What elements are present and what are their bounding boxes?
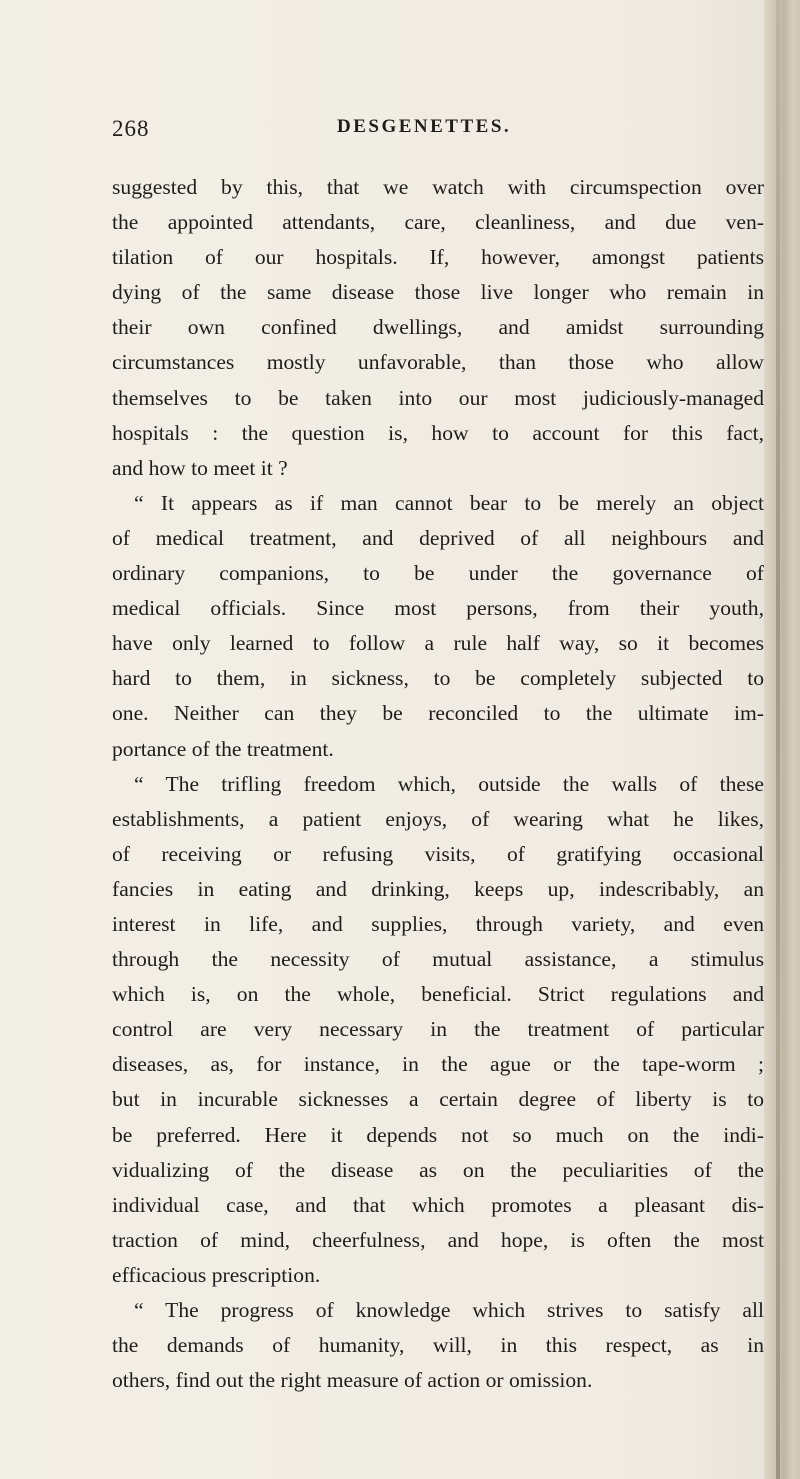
running-head: DESGENETTES. bbox=[337, 116, 512, 137]
text-line: tilation of our hospitals. If, however, amongst patients bbox=[112, 245, 764, 270]
text-line: of receiving or refusing visits, of gratifying occasional bbox=[112, 841, 764, 866]
page-number: 268 bbox=[112, 116, 150, 141]
text-line: be preferred. Here it depends not so much on the indi- bbox=[112, 1122, 764, 1147]
text-line: themselves to be taken into our most judiciously-managed bbox=[112, 385, 764, 410]
text-line: circumstances mostly unfavorable, than those who allow bbox=[112, 350, 764, 375]
text-line: one. Neither can they be reconciled to the ultimate im- bbox=[112, 701, 764, 726]
text-line: but in incurable sicknesses a certain degree of liberty is to bbox=[112, 1087, 764, 1112]
text-line: have only learned to follow a rule half way, so it becomes bbox=[112, 631, 764, 656]
page-header bbox=[112, 116, 762, 146]
text-line: the demands of humanity, will, in this respect, as in bbox=[112, 1333, 764, 1358]
text-line: interest in life, and supplies, through variety, and even bbox=[112, 911, 764, 936]
text-line: medical officials. Since most persons, from their youth, bbox=[112, 596, 764, 621]
book-gutter-shadow bbox=[764, 0, 800, 1479]
text-line: hard to them, in sickness, to be completely subjected to bbox=[112, 666, 764, 691]
text-line: individual case, and that which promotes a pleasant dis- bbox=[112, 1192, 764, 1217]
text-line: control are very necessary in the treatment of particular bbox=[112, 1017, 764, 1042]
text-line: ordinary companions, to be under the governance of bbox=[112, 561, 764, 586]
text-line: through the necessity of mutual assistance, a stimulus bbox=[112, 947, 764, 972]
text-line: which is, on the whole, beneficial. Strict regulations and bbox=[112, 982, 764, 1007]
text-line: diseases, as, for instance, in the ague or the tape-worm ; bbox=[112, 1052, 764, 1077]
text-line: of medical treatment, and deprived of all neighbours and bbox=[112, 525, 764, 550]
text-line: others, find out the right measure of action or omission. bbox=[112, 1368, 593, 1393]
text-line: portance of the treatment. bbox=[112, 736, 334, 761]
body-text bbox=[112, 170, 764, 1398]
text-line: “ The progress of knowledge which strives to satisfy all bbox=[134, 1298, 764, 1322]
text-line: dying of the same disease those live longer who remain in bbox=[112, 280, 764, 305]
text-line: traction of mind, cheerfulness, and hope, is often the most bbox=[112, 1227, 764, 1252]
text-line: efficacious prescription. bbox=[112, 1262, 321, 1287]
text-line: fancies in eating and drinking, keeps up, indescribably, an bbox=[112, 876, 764, 901]
text-line: “ The trifling freedom which, outside the walls of these bbox=[134, 771, 764, 796]
text-line: and how to meet it ? bbox=[112, 455, 288, 480]
text-line: “ It appears as if man cannot bear to be merely an object bbox=[134, 490, 764, 515]
text-line: suggested by this, that we watch with circumspection over bbox=[112, 175, 764, 199]
text-line: their own confined dwellings, and amidst surrounding bbox=[112, 315, 764, 340]
text-line: the appointed attendants, care, cleanliness, and due ven- bbox=[112, 210, 764, 235]
text-line: establishments, a patient enjoys, of wearing what he likes, bbox=[112, 806, 764, 831]
text-line: hospitals : the question is, how to account for this fact, bbox=[112, 420, 764, 445]
binding-edge bbox=[776, 0, 780, 1479]
text-line: vidualizing of the disease as on the peculiarities of the bbox=[112, 1157, 764, 1182]
